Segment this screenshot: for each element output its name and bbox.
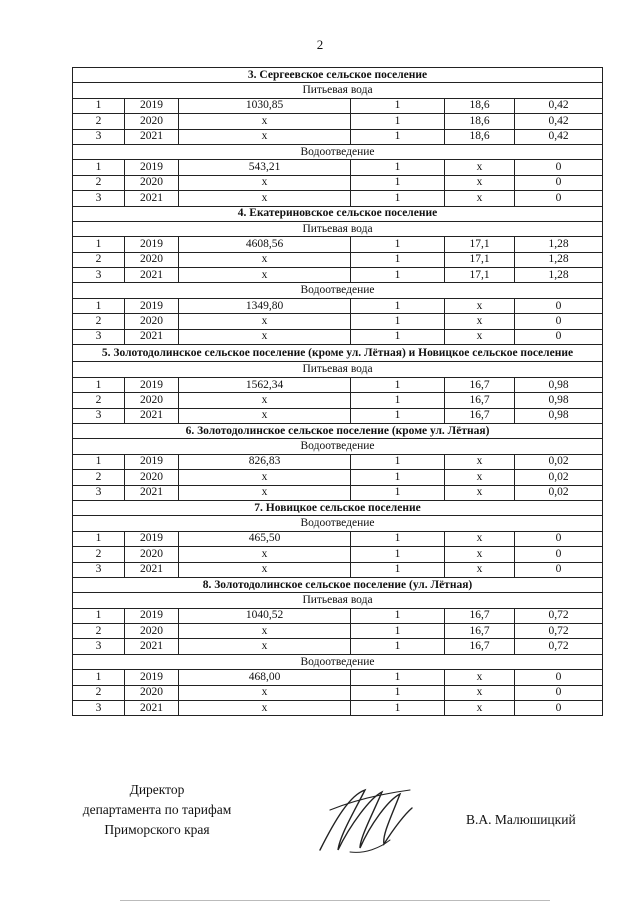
table-cell: 1,28: [515, 268, 603, 283]
table-cell: 2021: [125, 329, 179, 344]
section-header-row: [73, 345, 603, 362]
service-header-row: [73, 83, 603, 98]
table-cell: х: [445, 701, 515, 716]
table-cell: 2: [73, 175, 125, 190]
table-cell: 18,6: [445, 129, 515, 144]
table-cell: 2021: [125, 639, 179, 654]
table-cell: 3: [73, 701, 125, 716]
table-cell: 1030,85: [179, 98, 351, 113]
table-cell: 0,72: [515, 608, 603, 623]
service-title: Водоотведение: [73, 654, 603, 669]
service-header-row: [73, 654, 603, 669]
table-cell: 3: [73, 562, 125, 577]
table-cell: 3: [73, 129, 125, 144]
table-cell: 1: [73, 454, 125, 469]
table-cell: 1: [351, 485, 445, 500]
table-cell: 3: [73, 408, 125, 423]
table-cell: 18,6: [445, 98, 515, 113]
table-cell: 16,7: [445, 377, 515, 392]
table-cell: 0: [515, 314, 603, 329]
service-header-row: [73, 516, 603, 531]
table-cell: х: [179, 129, 351, 144]
service-title: Водоотведение: [73, 516, 603, 531]
table-row: [73, 547, 603, 562]
table-cell: 1: [351, 298, 445, 313]
table-cell: 0: [515, 160, 603, 175]
table-cell: 1: [351, 377, 445, 392]
table-cell: 3: [73, 329, 125, 344]
table-cell: 0,42: [515, 129, 603, 144]
table-cell: 2: [73, 252, 125, 267]
table-cell: 1: [351, 252, 445, 267]
table-cell: 2020: [125, 393, 179, 408]
table-cell: 17,1: [445, 268, 515, 283]
table-cell: 1040,52: [179, 608, 351, 623]
table-cell: 1: [351, 268, 445, 283]
signatory-position-line: департамента по тарифам: [82, 802, 232, 817]
service-title: Питьевая вода: [73, 362, 603, 377]
table-cell: 16,7: [445, 393, 515, 408]
table-cell: 17,1: [445, 237, 515, 252]
table-row: [73, 393, 603, 408]
service-header-row: [73, 144, 603, 159]
table-cell: 826,83: [179, 454, 351, 469]
table-cell: 0,02: [515, 485, 603, 500]
table-cell: 3: [73, 268, 125, 283]
table-cell: х: [445, 485, 515, 500]
table-row: [73, 98, 603, 113]
table-cell: х: [179, 685, 351, 700]
table-cell: 2021: [125, 129, 179, 144]
service-title: Питьевая вода: [73, 593, 603, 608]
table-row: [73, 237, 603, 252]
table-cell: 1: [351, 237, 445, 252]
table-cell: х: [179, 624, 351, 639]
table-cell: х: [445, 547, 515, 562]
table-cell: 2019: [125, 160, 179, 175]
service-title: Водоотведение: [73, 439, 603, 454]
table-cell: 2019: [125, 377, 179, 392]
section-header-row: [73, 68, 603, 83]
table-cell: х: [445, 329, 515, 344]
section-header-row: [73, 206, 603, 221]
table-row: [73, 608, 603, 623]
table-cell: 3: [73, 485, 125, 500]
table-row: [73, 531, 603, 546]
table-row: [73, 377, 603, 392]
table-cell: 1: [351, 608, 445, 623]
table-cell: х: [445, 670, 515, 685]
table-cell: 2021: [125, 562, 179, 577]
table-cell: х: [445, 685, 515, 700]
table-cell: 1: [73, 608, 125, 623]
table-cell: 1: [351, 454, 445, 469]
table-cell: 0: [515, 685, 603, 700]
section-header-row: [73, 500, 603, 515]
table-row: [73, 129, 603, 144]
table-row: [73, 314, 603, 329]
table-row: [73, 160, 603, 175]
table-cell: х: [179, 314, 351, 329]
table-cell: 0: [515, 329, 603, 344]
section-header-row: [73, 577, 603, 592]
table-cell: 2020: [125, 547, 179, 562]
table-row: [73, 670, 603, 685]
table-cell: 0: [515, 531, 603, 546]
table-cell: 0: [515, 175, 603, 190]
table-cell: 2021: [125, 191, 179, 206]
table-cell: 2021: [125, 485, 179, 500]
table-cell: 1: [351, 98, 445, 113]
table-cell: х: [179, 701, 351, 716]
service-title: Водоотведение: [73, 144, 603, 159]
table-cell: 1: [73, 237, 125, 252]
tariff-table: [72, 67, 603, 716]
table-cell: 0: [515, 191, 603, 206]
table-cell: 0,72: [515, 624, 603, 639]
table-cell: 1: [351, 114, 445, 129]
table-cell: 1: [73, 670, 125, 685]
table-cell: 0,98: [515, 408, 603, 423]
service-title: Водоотведение: [73, 283, 603, 298]
table-cell: 1: [351, 685, 445, 700]
table-cell: 1: [351, 639, 445, 654]
table-cell: 1562,34: [179, 377, 351, 392]
table-cell: 3: [73, 191, 125, 206]
table-cell: 2: [73, 624, 125, 639]
table-cell: х: [445, 298, 515, 313]
table-cell: 1: [351, 191, 445, 206]
table-cell: 1: [351, 547, 445, 562]
table-cell: 2020: [125, 685, 179, 700]
table-cell: 0,02: [515, 454, 603, 469]
table-cell: 2020: [125, 114, 179, 129]
table-row: [73, 114, 603, 129]
table-cell: х: [445, 191, 515, 206]
signatory-name: В.А. Малюшицкий: [466, 812, 576, 827]
table-cell: 0: [515, 298, 603, 313]
table-cell: 468,00: [179, 670, 351, 685]
table-cell: 0: [515, 670, 603, 685]
table-cell: 1: [351, 408, 445, 423]
page-number: 2: [316, 37, 324, 52]
table-cell: 0,98: [515, 377, 603, 392]
table-row: [73, 252, 603, 267]
table-cell: х: [445, 314, 515, 329]
table-cell: 2: [73, 685, 125, 700]
table-cell: 2021: [125, 408, 179, 423]
section-title: 8. Золотодолинское сельское поселение (ул. Лётная): [73, 577, 603, 592]
table-cell: 1: [351, 393, 445, 408]
table-cell: 16,7: [445, 608, 515, 623]
table-cell: 0,02: [515, 470, 603, 485]
table-cell: 465,50: [179, 531, 351, 546]
table-cell: 3: [73, 639, 125, 654]
table-cell: 1: [351, 129, 445, 144]
table-cell: 2: [73, 393, 125, 408]
table-row: [73, 639, 603, 654]
table-cell: х: [445, 160, 515, 175]
section-title: 3. Сергеевское сельское поселение: [73, 68, 603, 83]
table-row: [73, 470, 603, 485]
table-row: [73, 175, 603, 190]
table-row: [73, 408, 603, 423]
table-cell: 1: [351, 562, 445, 577]
table-cell: 1349,80: [179, 298, 351, 313]
table-cell: 16,7: [445, 408, 515, 423]
table-cell: х: [445, 470, 515, 485]
table-cell: 543,21: [179, 160, 351, 175]
table-cell: 2: [73, 547, 125, 562]
table-cell: 16,7: [445, 624, 515, 639]
section-title: 4. Екатериновское сельское поселение: [73, 206, 603, 221]
table-cell: 1,28: [515, 237, 603, 252]
page-edge-line: [120, 900, 550, 901]
table-cell: 0: [515, 701, 603, 716]
table-cell: 2019: [125, 608, 179, 623]
table-cell: 1: [351, 175, 445, 190]
table-cell: 2019: [125, 98, 179, 113]
table-cell: х: [445, 454, 515, 469]
table-cell: 2019: [125, 237, 179, 252]
table-cell: х: [179, 393, 351, 408]
table-row: [73, 685, 603, 700]
table-cell: х: [179, 329, 351, 344]
table-cell: 2021: [125, 268, 179, 283]
table-cell: 1: [351, 531, 445, 546]
table-cell: х: [179, 191, 351, 206]
table-cell: 16,7: [445, 639, 515, 654]
table-cell: 2020: [125, 470, 179, 485]
signatory-position-line: Директор: [129, 782, 185, 797]
table-cell: 2020: [125, 314, 179, 329]
table-row: [73, 562, 603, 577]
table-cell: 1: [73, 298, 125, 313]
service-header-row: [73, 439, 603, 454]
table-cell: х: [179, 175, 351, 190]
service-header-row: [73, 283, 603, 298]
table-row: [73, 268, 603, 283]
table-cell: 2019: [125, 531, 179, 546]
table-cell: х: [179, 408, 351, 423]
service-header-row: [73, 362, 603, 377]
section-title: 6. Золотодолинское сельское поселение (кроме ул. Лётная): [73, 423, 603, 438]
signatory-position-line: Приморского края: [104, 822, 210, 837]
table-row: [73, 329, 603, 344]
table-cell: х: [179, 470, 351, 485]
section-header-row: [73, 423, 603, 438]
table-row: [73, 701, 603, 716]
table-cell: 0: [515, 547, 603, 562]
table-cell: 1,28: [515, 252, 603, 267]
table-cell: 1: [351, 670, 445, 685]
table-row: [73, 454, 603, 469]
table-cell: 1: [351, 314, 445, 329]
section-title: 5. Золотодолинское сельское поселение (кроме ул. Лётная) и Новицкое сельское поселение: [73, 345, 603, 362]
table-cell: 2021: [125, 701, 179, 716]
table-row: [73, 624, 603, 639]
table-cell: 0,42: [515, 114, 603, 129]
table-cell: 2019: [125, 670, 179, 685]
table-cell: 2019: [125, 454, 179, 469]
signatory-position: [62, 780, 252, 840]
service-title: Питьевая вода: [73, 83, 603, 98]
table-cell: 17,1: [445, 252, 515, 267]
table-cell: 2: [73, 314, 125, 329]
table-cell: 2020: [125, 175, 179, 190]
table-cell: х: [179, 252, 351, 267]
table-cell: 1: [351, 701, 445, 716]
table-cell: 1: [73, 377, 125, 392]
table-cell: х: [179, 562, 351, 577]
table-cell: 0: [515, 562, 603, 577]
table-cell: х: [445, 531, 515, 546]
table-cell: 1: [351, 624, 445, 639]
table-cell: 0,98: [515, 393, 603, 408]
table-row: [73, 485, 603, 500]
table-cell: 1: [73, 531, 125, 546]
table-cell: х: [179, 268, 351, 283]
table-cell: 2019: [125, 298, 179, 313]
table-cell: 0,72: [515, 639, 603, 654]
handwritten-signature: [310, 780, 420, 860]
service-header-row: [73, 593, 603, 608]
table-cell: х: [179, 547, 351, 562]
table-cell: 1: [73, 160, 125, 175]
service-title: Питьевая вода: [73, 221, 603, 236]
section-title: 7. Новицкое сельское поселение: [73, 500, 603, 515]
table-row: [73, 191, 603, 206]
table-cell: 2020: [125, 624, 179, 639]
table-cell: х: [179, 639, 351, 654]
table-cell: 1: [351, 329, 445, 344]
table-cell: 0,42: [515, 98, 603, 113]
table-row: [73, 298, 603, 313]
table-cell: х: [179, 485, 351, 500]
table-cell: 2: [73, 114, 125, 129]
table-cell: 2: [73, 470, 125, 485]
table-cell: х: [445, 175, 515, 190]
table-cell: 1: [351, 160, 445, 175]
service-header-row: [73, 221, 603, 236]
table-cell: 1: [351, 470, 445, 485]
table-cell: х: [179, 114, 351, 129]
table-cell: 4608,56: [179, 237, 351, 252]
table-cell: 1: [73, 98, 125, 113]
table-cell: х: [445, 562, 515, 577]
table-cell: 18,6: [445, 114, 515, 129]
table-cell: 2020: [125, 252, 179, 267]
